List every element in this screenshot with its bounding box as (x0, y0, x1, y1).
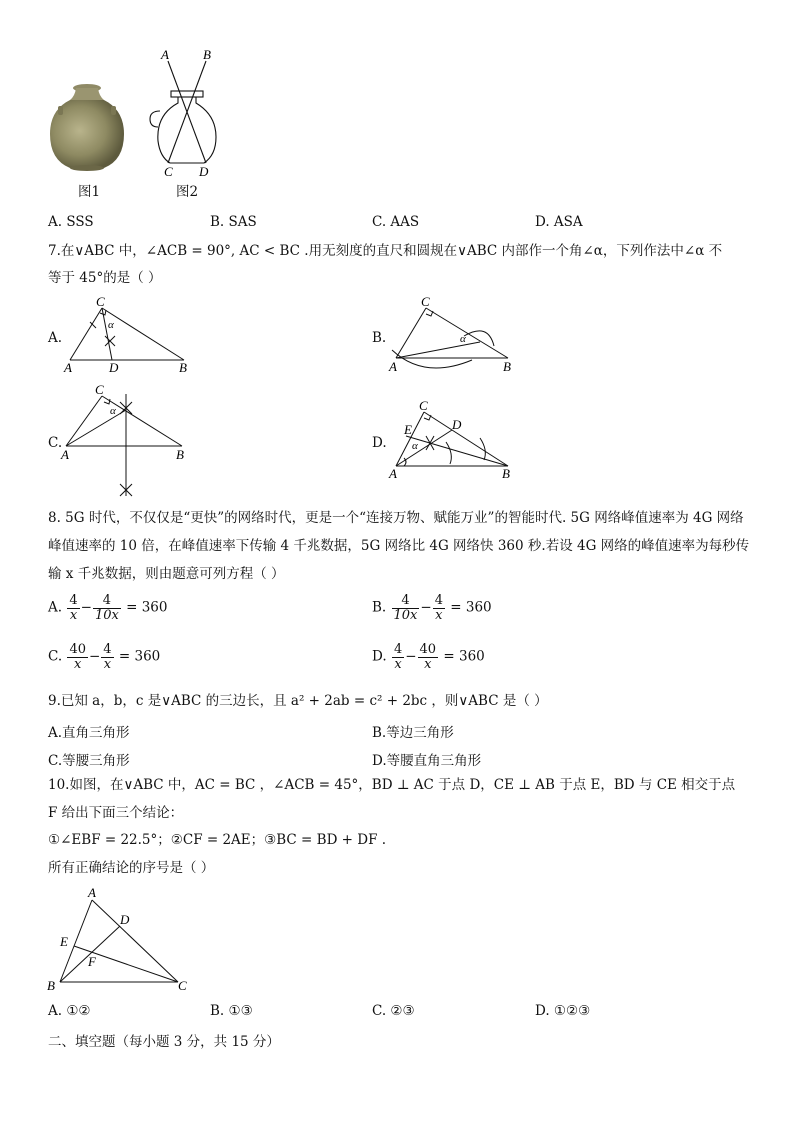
q6-figure-1-vase-photo (46, 82, 128, 172)
q10-point-e: E (60, 934, 68, 949)
q10-point-d: D (120, 912, 130, 927)
q8-stem-line-1: 8. 5G 时代，不仅仅是“更快”的网络时代，更是一个“连接万物、赋能万业”的智能时代. 5G 网络峰值速率为 4G 网络 (48, 510, 744, 526)
q7d-point-b: B (502, 466, 510, 481)
q10-point-a: A (88, 885, 96, 900)
q8-b-minus: − (420, 599, 432, 616)
q8-c-fraction-1: $\frac{40}{x}$ (69, 642, 86, 672)
q8-option-a[interactable] (48, 594, 167, 622)
q8-a-fraction-2: $\frac{4}{10x}$ (94, 593, 119, 623)
q10-stem-line-1: 10.如图，在∨ABC 中，AC = BC ，∠ACB = 45°，BD ⊥ AC 于点 D，CE ⊥ AB 于点 E，BD 与 CE 相交于点 (48, 777, 736, 793)
q7-figure-c (60, 380, 200, 498)
q10-point-f: F (88, 954, 96, 969)
q8-a-rhs: = 360 (126, 599, 168, 616)
q6-fig2-point-d: D (199, 164, 209, 179)
q7-figure-b (384, 296, 524, 376)
q8-option-a-label: A. (48, 599, 63, 616)
q7c-point-c: C (95, 382, 104, 397)
q7c-point-a: A (61, 447, 69, 462)
q10-figure-triangle (44, 884, 204, 994)
q6-option-d[interactable]: D. ASA (535, 214, 583, 230)
q6-option-c[interactable]: C. AAS (372, 214, 420, 230)
q9-option-d[interactable]: D.等腰直角三角形 (372, 753, 482, 769)
q8-d-fraction-2: $\frac{40}{x}$ (419, 642, 437, 672)
q7a-point-d: D (109, 360, 119, 375)
q8-d-rhs: = 360 (443, 648, 485, 665)
q7-stem-line-2: 等于 45°的是（ ） (48, 270, 162, 286)
q8-option-b-label: B. (372, 599, 387, 616)
q6-figure-2-vase-diagram (148, 45, 228, 183)
q7b-angle-alpha: α (460, 333, 466, 345)
q7-figure-d (384, 398, 524, 482)
q7d-point-d: D (452, 417, 462, 432)
q7d-point-a: A (389, 466, 397, 481)
q7a-point-a: A (64, 360, 72, 375)
q8-d-fraction-1: $\frac{4}{x}$ (393, 642, 403, 672)
q7-figure-a (60, 296, 200, 376)
q7a-point-b: B (179, 360, 187, 375)
q8-a-fraction-1: $\frac{4}{x}$ (69, 593, 78, 623)
q9-option-b[interactable]: B.等边三角形 (372, 725, 454, 741)
q8-stem-line-3: 输 x 千兆数据，则由题意可列方程（ ） (48, 566, 285, 582)
q7-option-c-label[interactable]: C. (48, 435, 63, 451)
q7a-point-c: C (96, 296, 105, 309)
q6-fig2-point-a: A (161, 47, 169, 62)
q8-b-rhs: = 360 (450, 599, 492, 616)
q6-figure-2-label: 图2 (176, 184, 199, 200)
q8-d-minus: − (405, 648, 417, 665)
q8-b-fraction-2: $\frac{4}{x}$ (434, 593, 443, 623)
q8-option-d[interactable] (372, 643, 485, 671)
q7c-angle-alpha: α (110, 405, 116, 417)
q7a-angle-alpha: α (108, 319, 114, 331)
q8-c-rhs: = 360 (118, 648, 161, 665)
q10-stem-line-2: F 给出下面三个结论： (48, 805, 184, 821)
q7b-point-b: B (503, 359, 511, 374)
q10-stem-line-4: 所有正确结论的序号是（ ） (48, 860, 215, 876)
q6-option-a[interactable]: A. SSS (48, 214, 94, 230)
q7-option-b-label[interactable]: B. (372, 330, 387, 346)
q8-b-fraction-1: $\frac{4}{10x}$ (393, 593, 418, 623)
q7b-point-a: A (389, 359, 397, 374)
q8-option-b[interactable] (372, 594, 492, 622)
q6-fig2-point-b: B (203, 47, 211, 62)
q7d-angle-alpha: α (412, 440, 418, 452)
q10-point-b: B (47, 978, 55, 993)
q8-c-fraction-2: $\frac{4}{x}$ (103, 642, 112, 672)
q8-option-d-label: D. (372, 648, 387, 665)
q7d-point-e: E (404, 422, 412, 437)
q10-option-c[interactable]: C. ②③ (372, 1003, 415, 1019)
q7d-point-c: C (419, 398, 428, 413)
q9-option-a[interactable]: A.直角三角形 (48, 725, 130, 741)
q7-option-d-label[interactable]: D. (372, 435, 387, 451)
q8-option-c-label: C. (48, 648, 63, 665)
q8-a-minus: − (80, 599, 92, 616)
q8-option-c[interactable] (48, 643, 160, 671)
q9-stem: 9.已知 a，b，c 是∨ABC 的三边长，且 a² + 2ab = c² + 2bc ，则∨ABC 是（ ） (48, 693, 548, 709)
q10-stem-line-3: ①∠EBF = 22.5°；②CF = 2AE；③BC = BD + DF . (48, 832, 387, 848)
q10-option-d[interactable]: D. ①②③ (535, 1003, 591, 1019)
q10-point-c: C (178, 978, 187, 993)
q7c-point-b: B (176, 447, 184, 462)
q8-c-minus: − (88, 648, 101, 665)
q7-option-a-label[interactable]: A. (48, 330, 63, 346)
q6-fig2-point-c: C (164, 164, 173, 179)
q6-option-b[interactable]: B. SAS (210, 214, 257, 230)
q7-stem-line-1: 7.在∨ABC 中，∠ACB = 90°, AC < BC .用无刻度的直尺和圆规在∨ABC 内部作一个角∠α，下列作法中∠α 不 (48, 243, 723, 259)
q10-option-b[interactable]: B. ①③ (210, 1003, 253, 1019)
q9-option-c[interactable]: C.等腰三角形 (48, 753, 130, 769)
q7b-point-c: C (421, 296, 430, 309)
q10-option-a[interactable]: A. ①② (48, 1003, 91, 1019)
section-2-heading: 二、填空题（每小题 3 分，共 15 分） (48, 1034, 280, 1050)
q8-stem-line-2: 峰值速率的 10 倍，在峰值速率下传输 4 千兆数据，5G 网络比 4G 网络快 360 秒.若设 4G 网络的峰值速率为每秒传 (48, 538, 750, 554)
q6-figure-1-label: 图1 (78, 184, 101, 200)
